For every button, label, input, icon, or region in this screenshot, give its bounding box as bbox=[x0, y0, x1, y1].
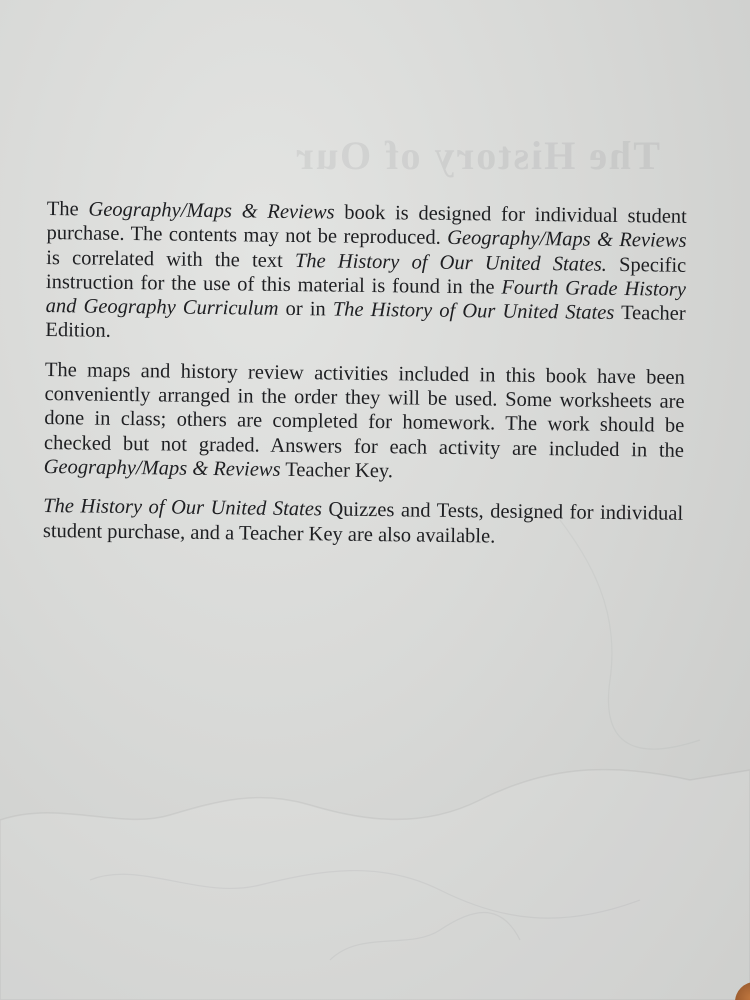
italic-title-run: Geography/Maps & Reviews bbox=[88, 198, 335, 224]
text-run: Quizzes and Tests, designed for individual student purchase, and a Teacher Key are also available. bbox=[42, 498, 684, 548]
paragraph-2 bbox=[44, 358, 685, 487]
text-run: The maps and history review activities included in this book have been conveniently arranged in the order they will be used. Some worksheets are done in class; others are completed for homework. The work should be checked but not graded. Answers for each activity are included in the bbox=[43, 358, 685, 462]
paragraph-3 bbox=[43, 494, 684, 550]
text-run: is correlated with the text bbox=[46, 246, 296, 272]
italic-title-run: The History of Our United States. bbox=[294, 249, 608, 276]
paragraph-1 bbox=[45, 197, 687, 351]
text-run: Teacher Edition. bbox=[45, 302, 686, 343]
text-run: The bbox=[46, 197, 89, 221]
italic-title-run: The History of Our United States bbox=[332, 298, 615, 325]
text-run: book is designed for individual student purchase. The contents may not be reproduced. bbox=[46, 201, 687, 250]
italic-title-run: Geography/Maps & Reviews bbox=[43, 455, 281, 481]
bleed-through-title: The History of Our bbox=[294, 133, 660, 178]
text-run: Teacher Key. bbox=[280, 458, 394, 483]
text-run: or in bbox=[278, 298, 333, 321]
notice-text-block bbox=[43, 197, 687, 566]
italic-title-run: Fourth Grade History and Geography Curriculum bbox=[45, 276, 687, 321]
text-run: Specific instruction for the use of this material is found in the bbox=[45, 253, 687, 299]
italic-title-run: Geography/Maps & Reviews bbox=[447, 227, 687, 253]
italic-title-run: The History of Our United States bbox=[43, 495, 323, 521]
